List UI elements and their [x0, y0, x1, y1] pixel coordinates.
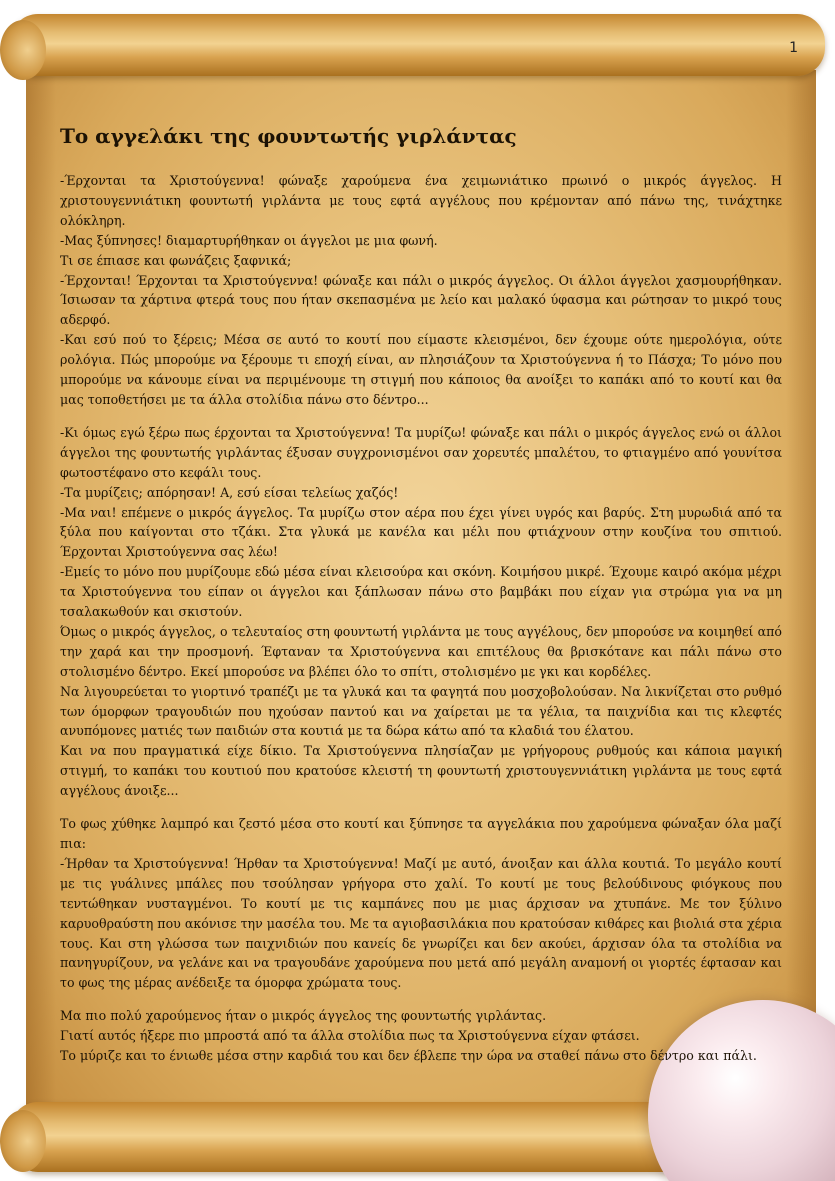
paragraph: -Έρχονται τα Χριστούγεννα! φώναξε χαρούμενα ένα χειμωνιάτικο πρωινό ο μικρός άγγελος. Η χριστουγεννιάτικη φουντωτή γιρλάντα με τους εφτά αγγέλους που κρέμονταν από πάνω της, τινάχτηκε ολόκληρη. [60, 173, 782, 228]
paragraph: -Και εσύ πού το ξέρεις; Μέσα σε αυτό το κουτί που είμαστε κλεισμένοι, δεν έχουμε ούτε ημερολόγια, ούτε ρολόγια. Πώς μπορούμε να ξέρουμε τι εποχή είναι, αν πλησιάζουν τα Χριστούγεννα ή το Πάσχα; Το μόνο που μπορούμε να κάνουμε είναι να περιμένουμε τη στιγμή που κάποιος θα ανοίξει το καπάκι από το κουτί και θα μας τοποθετήσει με τα άλλα στολίδια πάνω στο δέντρο... [60, 332, 782, 407]
paragraph: -Μας ξύπνησες! διαμαρτυρήθηκαν οι άγγελοι με μια φωνή. [60, 232, 438, 248]
paragraph: -Κι όμως εγώ ξέρω πως έρχονται τα Χριστούγεννα! Τα μυρίζω! φώναξε και πάλι ο μικρός άγγελος ενώ οι άλλοι άγγελοι της φουντωτής γιρλάντας έξυσαν συγχρονισμένοι σαν χορευτές μπαλέτου, το φτιαγμένο από γουνίτσα φωτοστέφανο στο κεφάλι τους. [60, 424, 782, 480]
paragraph: -Εμείς το μόνο που μυρίζουμε εδώ μέσα είναι κλεισούρα και σκόνη. Κοιμήσου μικρέ. Έχουμε καιρό ακόμα μέχρι τα Χριστούγεννα του είπαν οι άγγελοι και ξάπλωσαν πάνω στο βαμβάκι που είχαν για στρώμα για να μη τσαλακωθούν και σκιστούν. [60, 564, 782, 620]
scroll-roll-top [10, 14, 825, 76]
parchment-shade-right [786, 70, 816, 1110]
paragraph: -Ήρθαν τα Χριστούγεννα! Ήρθαν τα Χριστούγεννα! Μαζί με αυτό, άνοιξαν και άλλα κουτιά. Το μεγάλο κουτί με τις γυάλινες μπάλες που τσούλησαν γρήγορα στο χαλί. Το κουτί με τους βελούδινους φιόγκους που τεντώθηκαν νυσταγμένοι. Το κουτί με τις καμπάνες που με μιας άρχισαν να χτυπάνε. Με τον ξύλινο καρυοθραύστη που ακόνισε την μασέλα του. Με τα αγιοβασιλάκια που κρατούσαν κιθάρες και βιολιά στα χέρια τους. Και στη γλώσσα των παιχνιδιών που κανείς δε γνωρίζει και δεν ακούει, άρχισαν όλα τα στολίδια να πανηγυρίζουν, να γελάνε και να τραγουδάνε χαρούμενα που μετά από μεγάλη αναμονή οι γιορτές έφτασαν και το φως της μέρας ανέδειξε τα όμορφα χρώματα τους. [60, 855, 782, 991]
paragraph: -Μα ναι! επέμενε ο μικρός άγγελος. Τα μυρίζω στον αέρα που έχει γίνει υγρός και βαρύς. Στη μυρωδιά από τα ξύλα που καίγονται στο τζάκι. Στα γλυκά με κανέλα και μέλι που φτιάχνουν στην κουζίνα του σπιτιού. Έρχονται Χριστούγεννα σας λέω! [60, 504, 782, 560]
paragraph: Το φως χύθηκε λαμπρό και ζεστό μέσα στο κουτί και ξύπνησε τα αγγελάκια που χαρούμενα φώναξαν όλα μαζί πια: [60, 816, 782, 851]
paragraph: Μα πιο πολύ χαρούμενος ήταν ο μικρός άγγελος της φουντωτής γιρλάντας. [60, 1008, 547, 1024]
paragraph: Το μύριζε και το ένιωθε μέσα στην καρδιά του και δεν έβλεπε την ώρα να σταθεί πάνω στο δέντρο και πάλι. [60, 1048, 757, 1064]
paragraph: Και να που πραγματικά είχε δίκιο. Τα Χριστούγεννα πλησίαζαν με γρήγορους ρυθμούς και κάποια μαγική στιγμή, το καπάκι του κουτιού που κρατούσε κλειστή τη φουντωτή χριστουγεννιάτικη γιρλάντα με τους εφτά αγγέλους άνοιξε... [60, 743, 782, 799]
paragraph: Γιατί αυτός ήξερε πιο μπροστά από τα άλλα στολίδια πως τα Χριστούγεννα είχαν φτάσει. [60, 1028, 640, 1044]
parchment-shade-left [26, 70, 56, 1110]
story-title: Το αγγελάκι της φουντωτής γιρλάντας [60, 124, 517, 148]
paragraph: -Τα μυρίζεις; απόρησαν! Α, εσύ είσαι τελείως χαζός! [60, 484, 399, 500]
scroll-roll-top-end [0, 20, 46, 80]
scroll-roll-bottom-end [0, 1110, 46, 1172]
paragraph: Να λιγουρεύεται το γιορτινό τραπέζι με τα γλυκά και τα φαγητά που μοσχοβολούσαν. Να λικνίζεται στο ρυθμό των όμορφων τραγουδιών που ηχούσαν παντού και να χαίρεται με τα γέλια, τα παιχνίδια και τις κλεφτές ανυπόμονες ματιές των παιδιών στα κουτιά με τα δώρα κάτω από τα κλαδιά του έλατου. [60, 683, 782, 739]
page-number: 1 [789, 40, 798, 56]
paragraph: -Έρχονται! Έρχονται τα Χριστούγεννα! φώναξε και πάλι ο μικρός άγγελος. Οι άλλοι άγγελοι χασμουρήθηκαν. Ίσιωσαν τα χάρτινα φτερά τους που ήταν σκεπασμένα με λείο και μαλακό ύφασμα και ρώτησαν το μικρό τους αδερφό. [60, 272, 782, 328]
paragraph: Τι σε έπιασε και φωνάζεις ξαφνικά; [60, 252, 292, 268]
story-body [60, 171, 782, 1066]
paragraph: Όμως ο μικρός άγγελος, ο τελευταίος στη φουντωτή γιρλάντα με τους αγγέλους, δεν μπορούσε να κοιμηθεί από την χαρά και την προσμονή. Έφταναν τα Χριστούγεννα και επιτέλους θα βρισκότανε και πάλι πάνω στο στολισμένο δέντρο. Εκεί μπορούσε να βλέπει όλο το σπίτι, στολισμένο με γκι και κορδέλες. [60, 623, 782, 679]
